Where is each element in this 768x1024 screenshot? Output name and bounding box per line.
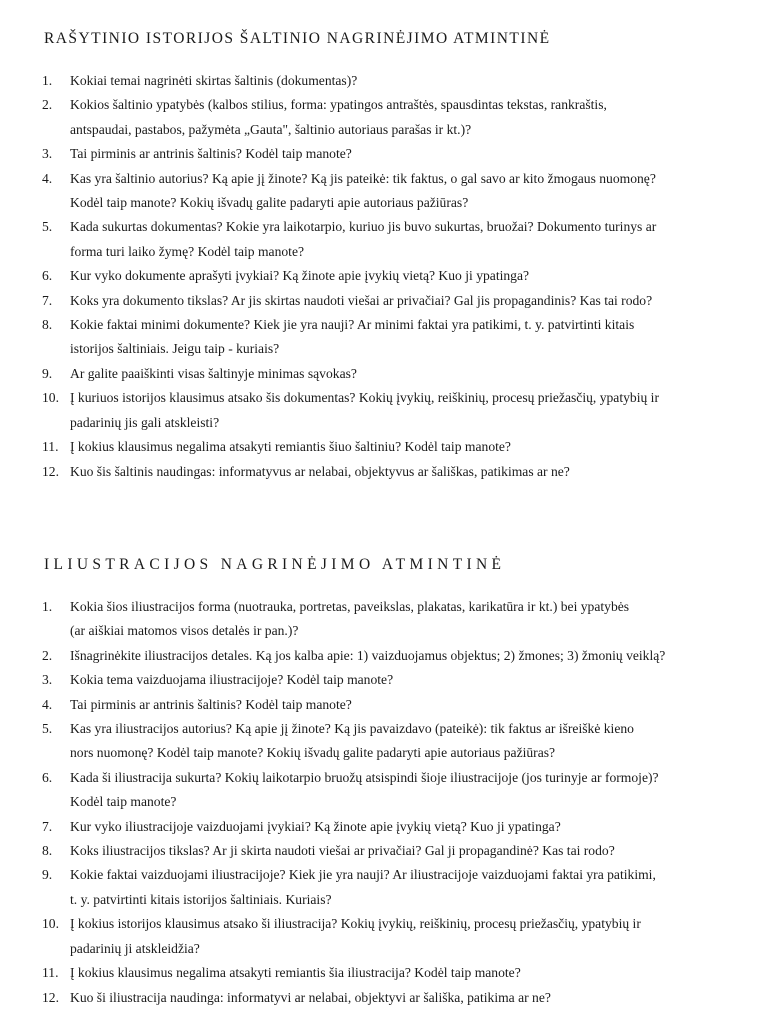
question-item [0, 93, 768, 142]
question-number: 9. [42, 365, 53, 381]
question-text-line: Kokie faktai vaizduojami iliustracijoje? Kiek jie yra nauji? Ar iliustracijoje vaizduojami faktai yra patikimi, [70, 867, 656, 883]
question-number: 3. [42, 146, 53, 162]
question-item [0, 167, 768, 216]
question-text-line: Į kuriuos istorijos klausimus atsako šis dokumentas? Kokių įvykių, reiškinių, procesų priežasčių, ypatybių ir [70, 390, 659, 406]
question-text-line: Kada sukurtas dokumentas? Kokie yra laikotarpio, kuriuo jis buvo sukurtas, bruožai? Dokumento turinys ar [70, 219, 657, 235]
question-text-line: Kur vyko dokumente aprašyti įvykiai? Ką žinote apie įvykių vietą? Kuo ji ypatinga? [70, 268, 530, 284]
question-number: 12. [42, 463, 59, 479]
question-text-line: padarinių ji atskleidžia? [70, 940, 200, 956]
question-item [0, 815, 768, 839]
question-number: 5. [42, 219, 53, 235]
question-item [0, 693, 768, 717]
question-item [0, 595, 768, 644]
question-text-line: Kokiai temai nagrinėti skirtas šaltinis (dokumentas)? [70, 73, 358, 88]
question-item [0, 668, 768, 692]
question-number: 11. [42, 965, 59, 981]
question-item [0, 215, 768, 264]
question-text-line: Koks iliustracijos tikslas? Ar ji skirta naudoti viešai ar privačiai? Gal ji propagandinė? Kas tai rodo? [70, 843, 615, 859]
question-item [0, 313, 768, 362]
question-text-line: Kada ši iliustracija sukurta? Kokių laikotarpio bruožų atsispindi šioje iliustracijoje (jos turinyje ar formoje)? [70, 769, 659, 785]
section-title-written-source: RAŠYTINIO ISTORIJOS ŠALTINIO NAGRINĖJIMO ATMINTINĖ [44, 30, 551, 47]
question-item [0, 460, 768, 484]
question-number: 1. [42, 73, 53, 88]
question-number: 8. [42, 317, 53, 333]
question-text-line: Koks yra dokumento tikslas? Ar jis skirtas naudoti viešai ar privačiai? Gal jis propagandinis? Kas tai rodo? [70, 292, 653, 308]
question-text-line: t. y. patvirtinti kitais istorijos šaltiniais. Kuriais? [70, 891, 332, 907]
written-source-question-list [0, 69, 768, 484]
question-number: 6. [42, 268, 53, 284]
question-text-line: antspaudai, pastabos, pažymėta „Gauta", šaltinio autoriaus parašas ir kt.)? [70, 121, 472, 137]
question-text-line: Kodėl taip manote? Kokių išvadų galite padaryti apie autoriaus pažiūras? [70, 195, 469, 211]
question-text-line: Kodėl taip manote? [70, 794, 177, 810]
question-text-line: Išnagrinėkite iliustracijos detales. Ką jos kalba apie: 1) vaizduojamus objektus; 2) žmones; 3) žmonių veiklą? [70, 647, 666, 663]
question-number: 11. [42, 439, 59, 455]
question-text-line: Kur vyko iliustracijoje vaizduojami įvykiai? Ką žinote apie įvykių vietą? Kuo ji ypatinga? [70, 818, 561, 834]
question-number: 2. [42, 647, 53, 663]
question-item [0, 644, 768, 668]
question-text-line: Kuo šis šaltinis naudingas: informatyvus ar nelabai, objektyvus ar šališkas, patikimas ar ne? [70, 463, 570, 479]
question-item [0, 766, 768, 815]
question-text-line: Kas yra šaltinio autorius? Ką apie jį žinote? Ką jis pateikė: tik faktus, o gal savo ar kito žmogaus nuomonę? [70, 170, 656, 186]
question-number: 12. [42, 989, 59, 1005]
question-number: 6. [42, 769, 53, 785]
question-number: 9. [42, 867, 53, 883]
question-text-line: Tai pirminis ar antrinis šaltinis? Kodėl taip manote? [70, 696, 352, 712]
question-text-line: Kas yra iliustracijos autorius? Ką apie jį žinote? Ką jis pavaizdavo (pateikė): tik faktus ar išreiškė kieno [70, 721, 634, 737]
question-text-line: Kokia šios iliustracijos forma (nuotrauka, portretas, paveikslas, plakatas, karikatūra ir kt.) bei ypatybės [70, 599, 630, 614]
section-title-illustration: ILIUSTRACIJOS NAGRINĖJIMO ATMINTINĖ [44, 556, 506, 573]
question-item [0, 839, 768, 863]
question-text-line: Ar galite paaiškinti visas šaltinyje minimas sąvokas? [70, 365, 357, 381]
question-item [0, 264, 768, 288]
question-item [0, 435, 768, 459]
question-item [0, 362, 768, 386]
question-text-line: padarinių jis gali atskleisti? [70, 414, 220, 430]
question-item [0, 386, 768, 435]
question-number: 7. [42, 292, 53, 308]
question-item [0, 717, 768, 766]
question-number: 7. [42, 818, 53, 834]
question-text-line: Tai pirminis ar antrinis šaltinis? Kodėl taip manote? [70, 146, 352, 162]
question-text-line: Kokie faktai minimi dokumente? Kiek jie yra nauji? Ar minimi faktai yra patikimi, t. y. patvirtinti kitais [70, 317, 635, 333]
question-item [0, 986, 768, 1010]
question-number: 10. [42, 916, 59, 932]
question-item [0, 912, 768, 961]
question-text-line: Į kokius klausimus negalima atsakyti remiantis šia iliustracija? Kodėl taip manote? [70, 965, 521, 981]
question-number: 1. [42, 599, 53, 614]
question-text-line: nors nuomonę? Kodėl taip manote? Kokių išvadų galite padaryti apie autoriaus pažiūras? [70, 745, 556, 761]
illustration-question-list [0, 595, 768, 1010]
question-text-line: istorijos šaltiniais. Jeigu taip - kuriais? [70, 341, 280, 357]
question-number: 8. [42, 843, 53, 859]
question-item [0, 69, 768, 93]
question-text-line: forma turi laiko žymę? Kodėl taip manote? [70, 243, 305, 259]
question-text-line: (ar aiškiai matomos visos detalės ir pan.)? [70, 623, 299, 639]
question-item [0, 142, 768, 166]
question-number: 10. [42, 390, 59, 406]
question-item [0, 961, 768, 985]
question-number: 4. [42, 696, 53, 712]
question-text-line: Į kokius klausimus negalima atsakyti remiantis šiuo šaltiniu? Kodėl taip manote? [70, 439, 511, 455]
question-text-line: Kuo ši iliustracija naudinga: informatyvi ar nelabai, objektyvi ar šališka, patikima ar ne? [70, 989, 551, 1005]
question-text-line: Kokios šaltinio ypatybės (kalbos stilius, forma: ypatingos antraštės, spausdintas tekstas, rankraštis, [70, 97, 607, 113]
question-item [0, 863, 768, 912]
question-number: 5. [42, 721, 53, 737]
question-item [0, 289, 768, 313]
question-text-line: Į kokius istorijos klausimus atsako ši iliustracija? Kokių įvykių, reiškinių, procesų priežasčių, ypatybių ir [70, 916, 641, 932]
question-number: 2. [42, 97, 53, 113]
question-number: 3. [42, 672, 53, 688]
question-number: 4. [42, 170, 53, 186]
question-text-line: Kokia tema vaizduojama iliustracijoje? Kodėl taip manote? [70, 672, 394, 688]
